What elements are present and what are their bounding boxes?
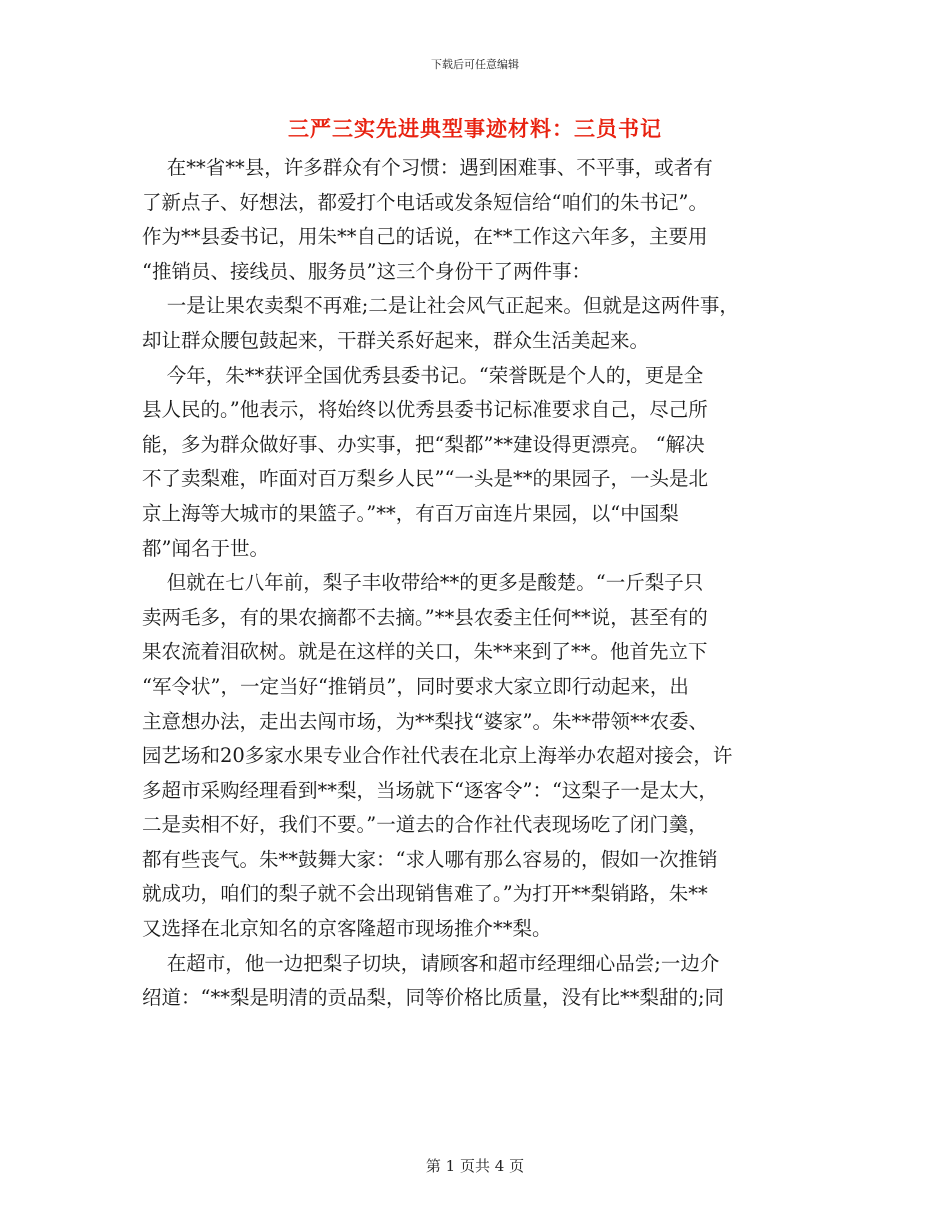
- page-number: 第 1 页共 4 页: [425, 1157, 525, 1175]
- header-note: 下载后可任意编辑: [431, 58, 519, 71]
- body-line: 不了卖梨难，咋面对百万梨乡人民”“一头是**的果园子，一头是北: [142, 467, 708, 491]
- body-line: 在超市，他一边把梨子切块，请顾客和超市经理细心品尝;一边介: [142, 951, 720, 975]
- body-line: 园艺场和20多家水果专业合作社代表在北京上海举办农超对接会，许: [142, 744, 733, 768]
- document-body: [142, 151, 822, 1016]
- body-line: “推销员、接线员、服务员”这三个身份干了两件事：: [142, 259, 591, 283]
- body-line: 却让群众腰包鼓起来，干群关系好起来，群众生活美起来。: [142, 328, 650, 352]
- body-line: 了新点子、好想法，都爱打个电话或发条短信给“咱们的朱书记”。: [142, 190, 708, 214]
- body-line: 就成功，咱们的梨子就不会出现销售难了。”为打开**梨销路，朱**: [142, 882, 708, 906]
- body-line: 今年，朱**获评全国优秀县委书记。“荣誉既是个人的，更是全: [142, 363, 704, 387]
- body-line: 京上海等大城市的果篮子。”**，有百万亩连片果园，以“中国梨: [142, 501, 679, 525]
- body-line: 果农流着泪砍树。就是在这样的关口，朱**来到了**。他首先立下: [142, 640, 708, 664]
- body-line: 主意想办法，走出去闯市场，为**梨找“婆家”。朱**带领**农委、: [142, 709, 708, 733]
- body-line: “军令状”，一定当好“推销员”，同时要求大家立即行动起来，出: [142, 674, 689, 698]
- body-line: 二是卖相不好，我们不要。”一道去的合作社代表现场吃了闭门羹，: [142, 813, 708, 837]
- body-line: 能，多为群众做好事、办实事，把“梨都”**建设得更漂亮。 “解决: [142, 432, 705, 456]
- body-line: 绍道：“**梨是明清的贡品梨，同等价格比质量，没有比**梨甜的;同: [142, 986, 725, 1010]
- body-line: 卖两毛多，有的果农摘都不去摘。”**县农委主任何**说，甚至有的: [142, 605, 708, 629]
- body-line: 都”闻名于世。: [142, 536, 269, 560]
- body-line: 县人民的。”他表示，将始终以优秀县委书记标准要求自己，尽己所: [142, 398, 708, 422]
- body-line: 但就在七八年前，梨子丰收带给**的更多是酸楚。“一斤梨子只: [142, 571, 704, 595]
- body-line: 都有些丧气。朱**鼓舞大家：“求人哪有那么容易的，假如一次推销: [142, 847, 718, 871]
- body-line: 在**省**县，许多群众有个习惯：遇到困难事、不平事，或者有: [142, 156, 713, 179]
- body-line: 作为**县委书记，用朱**自己的话说，在**工作这六年多，主要用: [142, 225, 708, 249]
- body-line: 一是让果农卖梨不再难;二是让社会风气正起来。但就是这两件事，: [142, 294, 739, 318]
- body-line: 多超市采购经理看到**梨，当场就下“逐客令”：“这梨子一是太大，: [142, 778, 718, 802]
- document-title: 三严三实先进典型事迹材料：三员书记: [288, 116, 662, 141]
- body-line: 又选择在北京知名的京客隆超市现场推介**梨。: [142, 917, 552, 941]
